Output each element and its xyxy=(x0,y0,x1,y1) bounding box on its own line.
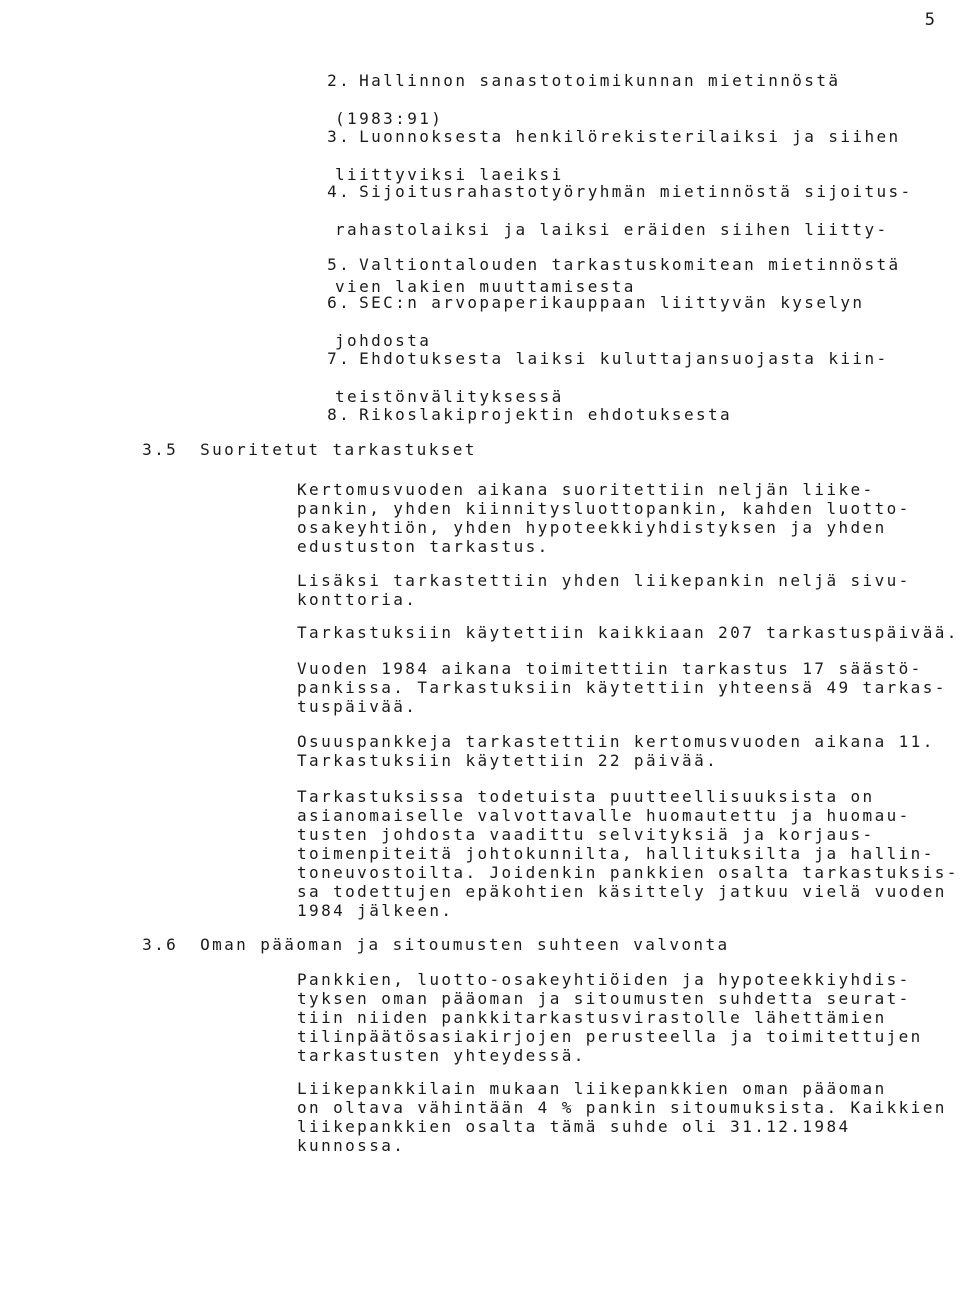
paragraph-line: Tarkastuksissa todetuista puutteellisuuksista on xyxy=(297,787,875,806)
paragraph-line: on oltava vähintään 4 % pankin sitoumuksista. Kaikkien xyxy=(297,1098,947,1117)
paragraph-line: kunnossa. xyxy=(297,1136,406,1155)
paragraph-line: Osuuspankkeja tarkastettiin kertomusvuoden aikana 11. xyxy=(297,732,935,751)
list-item-line: Rikoslakiprojektin ehdotuksesta xyxy=(359,405,733,424)
paragraph-line: tarkastusten yhteydessä. xyxy=(297,1046,586,1065)
page-number: 5 xyxy=(924,10,936,30)
paragraph-line: Tarkastuksiin käytettiin 22 päivää. xyxy=(297,751,719,770)
paragraph-line: konttoria. xyxy=(297,590,418,609)
paragraph-line: tiin niiden pankkitarkastusvirastolle lähettämien xyxy=(297,1008,887,1027)
list-item-line: teistönvälityksessä xyxy=(335,387,564,406)
list-item-line: SEC:n arvopaperikauppaan liittyvän kyselyn xyxy=(359,293,865,312)
paragraph xyxy=(297,1060,947,1155)
paragraph-line: tyksen oman pääoman ja sitoumusten suhdetta seurat- xyxy=(297,989,911,1008)
list-item xyxy=(303,236,901,274)
list-item-line: (1983:91) xyxy=(335,109,444,128)
section-title: Suoritetut tarkastukset xyxy=(200,440,477,459)
paragraph-line: 1984 jälkeen. xyxy=(297,901,454,920)
paragraph-line: tusten johdosta vaadittu selvityksiä ja korjaus- xyxy=(297,825,875,844)
section-number: 3.6 xyxy=(142,935,179,954)
list-item xyxy=(303,386,732,424)
list-item-line: liittyviksi laeiksi xyxy=(335,165,564,184)
paragraph xyxy=(297,461,911,556)
list-item-line: Sijoitusrahastotyöryhmän mietinnöstä sijoitus- xyxy=(359,182,913,201)
paragraph-line: pankin, yhden kiinnitysluottopankin, kahden luotto- xyxy=(297,499,911,518)
section-heading xyxy=(118,421,477,459)
list-item-number: 2. xyxy=(327,71,352,90)
list-item-number: 6. xyxy=(327,293,352,312)
paragraph-line: toneuvostoilta. Joidenkin pankkien osalta tarkastuksis- xyxy=(297,863,959,882)
paragraph-line: Vuoden 1984 aikana toimitettiin tarkastus 17 säästö- xyxy=(297,659,923,678)
paragraph xyxy=(297,552,911,609)
paragraph-line: sa todettujen epäkohtien käsittely jatkuu vielä vuoden xyxy=(297,882,947,901)
paragraph xyxy=(297,951,923,1065)
paragraph-line: Tarkastuksiin käytettiin kaikkiaan 207 tarkastuspäivää. xyxy=(297,623,959,642)
paragraph-line: Kertomusvuoden aikana suoritettiin neljän liike- xyxy=(297,480,875,499)
section-title: Oman pääoman ja sitoumusten suhteen valvonta xyxy=(200,935,730,954)
section-heading xyxy=(118,916,730,954)
list-item-line: Hallinnon sanastotoimikunnan mietinnöstä xyxy=(359,71,841,90)
list-item-line: johdosta xyxy=(335,331,432,350)
paragraph-line: edustuston tarkastus. xyxy=(297,537,550,556)
paragraph xyxy=(297,604,959,642)
list-item-number: 8. xyxy=(327,405,352,424)
list-item-line: Valtiontalouden tarkastuskomitean mietinnöstä xyxy=(359,255,901,274)
paragraph-line: Pankkien, luotto-osakeyhtiöiden ja hypoteekkiyhdis- xyxy=(297,970,911,989)
paragraph xyxy=(297,713,935,770)
list-item-number: 7. xyxy=(327,349,352,368)
paragraph xyxy=(297,640,947,716)
list-item-number: 3. xyxy=(327,127,352,146)
paragraph-line: asianomaiselle valvottavalle huomautettu ja huomau- xyxy=(297,806,911,825)
list-item-line: vien lakien muuttamisesta xyxy=(335,277,636,296)
list-item-number: 4. xyxy=(327,182,352,201)
paragraph-line: pankissa. Tarkastuksiin käytettiin yhteensä 49 tarkas- xyxy=(297,678,947,697)
paragraph-line: liikepankkien osalta tämä suhde oli 31.12.1984 xyxy=(297,1117,851,1136)
list-item-line: Luonnoksesta henkilörekisterilaiksi ja siihen xyxy=(359,127,901,146)
list-item-line: rahastolaiksi ja laiksi eräiden siihen liitty- xyxy=(335,220,889,239)
list-item-line: Ehdotuksesta laiksi kuluttajansuojasta kiin- xyxy=(359,349,889,368)
paragraph xyxy=(297,768,959,920)
paragraph-line: Lisäksi tarkastettiin yhden liikepankin neljä sivu- xyxy=(297,571,911,590)
paragraph-line: tilinpäätösasiakirjojen perusteella ja toimitettujen xyxy=(297,1027,923,1046)
paragraph-line: toimenpiteitä johtokunnilta, hallituksilta ja hallin- xyxy=(297,844,935,863)
paragraph-line: tuspäivää. xyxy=(297,697,418,716)
section-number: 3.5 xyxy=(142,440,179,459)
paragraph-line: Liikepankkilain mukaan liikepankkien oman pääoman xyxy=(297,1079,887,1098)
list-item-number: 5. xyxy=(327,255,352,274)
paragraph-line: osakeyhtiön, yhden hypoteekkiyhdistyksen ja yhden xyxy=(297,518,887,537)
